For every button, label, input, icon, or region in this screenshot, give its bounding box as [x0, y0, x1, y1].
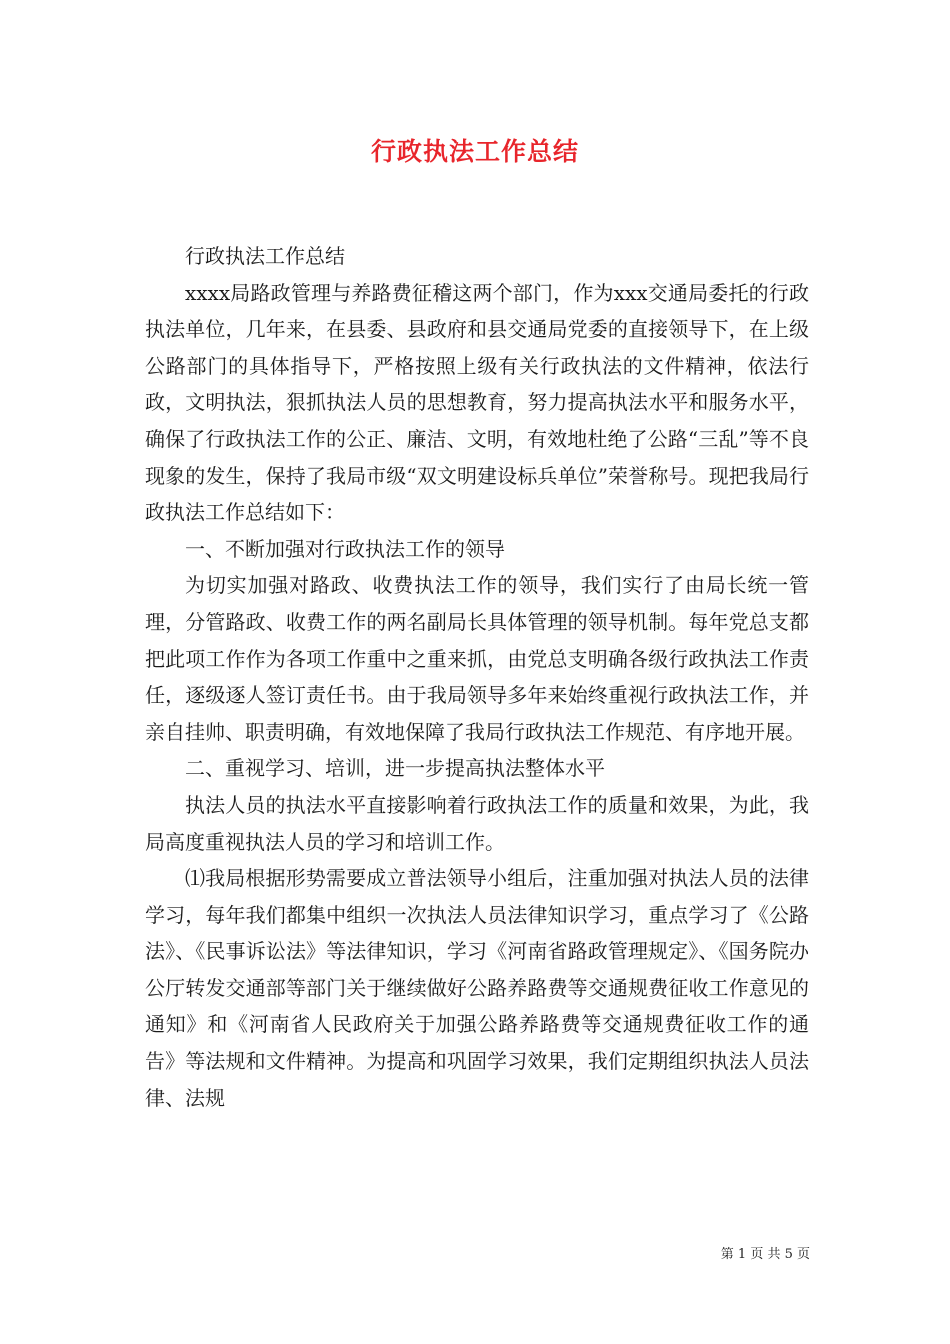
paragraph-section-1: 为切实加强对路政、收费执法工作的领导，我们实行了由局长统一管理，分管路政、收费工作的两名副局长具体管理的领导机制。每年党总支都把此项工作作为各项工作重中之重来抓，由党总支明确各级行政执法工作责任，逐级逐人签订责任书。由于我局领导多年来始终重视行政执法工作，并亲自挂帅、职责明确，有效地保障了我局行政执法工作规范、有序地开展。 [145, 573, 809, 744]
section-heading-2: 二、重视学习、培训，进一步提高执法整体水平 [185, 756, 605, 781]
page-number: 第 1 页 共 5 页 [720, 1247, 810, 1262]
document-title: 行政执法工作总结 [370, 137, 579, 166]
paragraph-intro: xxxx局路政管理与养路费征稽这两个部门，作为xxx交通局委托的行政执法单位，几年来，在县委、县政府和县交通局党委的直接领导下，在上级公路部门的具体指导下，严格按照上级有关行政执法的文件精神，依法行政，文明执法，狠抓执法人员的思想教育，努力提高执法水平和服务水平，确保了行政执法工作的公正、廉洁、文明，有效地杜绝了公路“三乱”等不良现象的发生，保持了我局市级“双文明建设标兵单位”荣誉称号。现把我局行政执法工作总结如下： [145, 280, 809, 525]
paragraph-section-2: 执法人员的执法水平直接影响着行政执法工作的质量和效果，为此，我局高度重视执法人员的学习和培训工作。 [145, 792, 809, 854]
section-heading-1: 一、不断加强对行政执法工作的领导 [185, 536, 505, 561]
paragraph-item-1: ⑴我局根据形势需要成立普法领导小组后，注重加强对执法人员的法律学习，每年我们都集中组织一次执法人员法律知识学习，重点学习了《公路法》、《民事诉讼法》等法律知识，学习《河南省路政管理规定》、《国务院办公厅转发交通部等部门关于继续做好公路养路费等交通规费征收工作意见的通知》和《河南省人民政府关于加强公路养路费等交通规费征收工作的通告》等法规和文件精神。为提高和巩固学习效果，我们定期组织执法人员法律、法规 [145, 866, 809, 1110]
paragraph-subtitle: 行政执法工作总结 [185, 244, 345, 268]
document-body [145, 238, 809, 1116]
